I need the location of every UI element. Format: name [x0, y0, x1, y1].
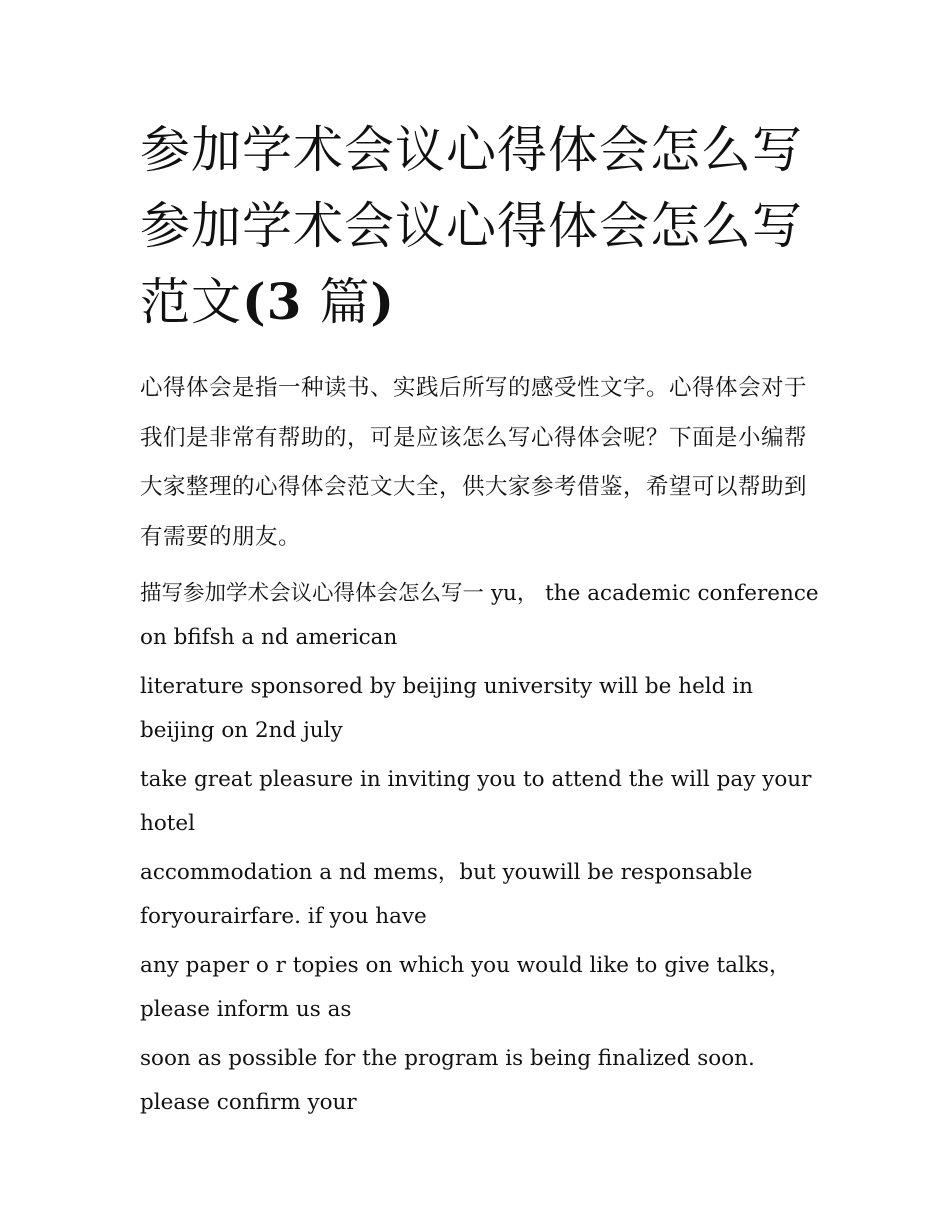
intro-paragraph: 心得体会是指一种读书、实践后所写的感受性文字。心得体会对于我们是非常有帮助的，可是应该怎么写心得体会呢？下面是小编帮大家整理的心得体会范文大全，供大家参考借鉴，希望可以帮助到有需要的朋友。	[140, 375, 808, 550]
title-line-3-close: )	[370, 272, 396, 331]
body-paragraph-6: soon as possible for the program is being finalized soon. please confirm your	[140, 1046, 755, 1115]
title-line-3-prefix: 范文	[140, 273, 242, 331]
body-text	[140, 572, 820, 1124]
body-paragraph-1: 描写参加学术会议心得体会怎么写一 yu， the academic conference on bfifsh a nd american	[140, 581, 819, 650]
title-line-2: 参加学术会议心得体会怎么写	[140, 197, 803, 255]
body-paragraph-5: any paper o r topies on which you would like to give talks，please inform us as	[140, 953, 791, 1022]
body-paragraph-3: take great pleasure in inviting you to attend the will pay your hotel	[140, 767, 812, 836]
body-paragraph-4: accommodation a nd mems，but youwill be responsable foryourairfare. if you have	[140, 860, 753, 929]
document-title	[140, 112, 820, 340]
title-line-3-bold: (3	[242, 272, 303, 331]
title-line-3-cjk: 篇	[302, 273, 371, 331]
title-line-1: 参加学术会议心得体会怎么写	[140, 121, 803, 179]
body-paragraph-2: literature sponsored by beijing university will be held in beijing on 2nd july	[140, 674, 753, 743]
document-page	[140, 112, 820, 1130]
